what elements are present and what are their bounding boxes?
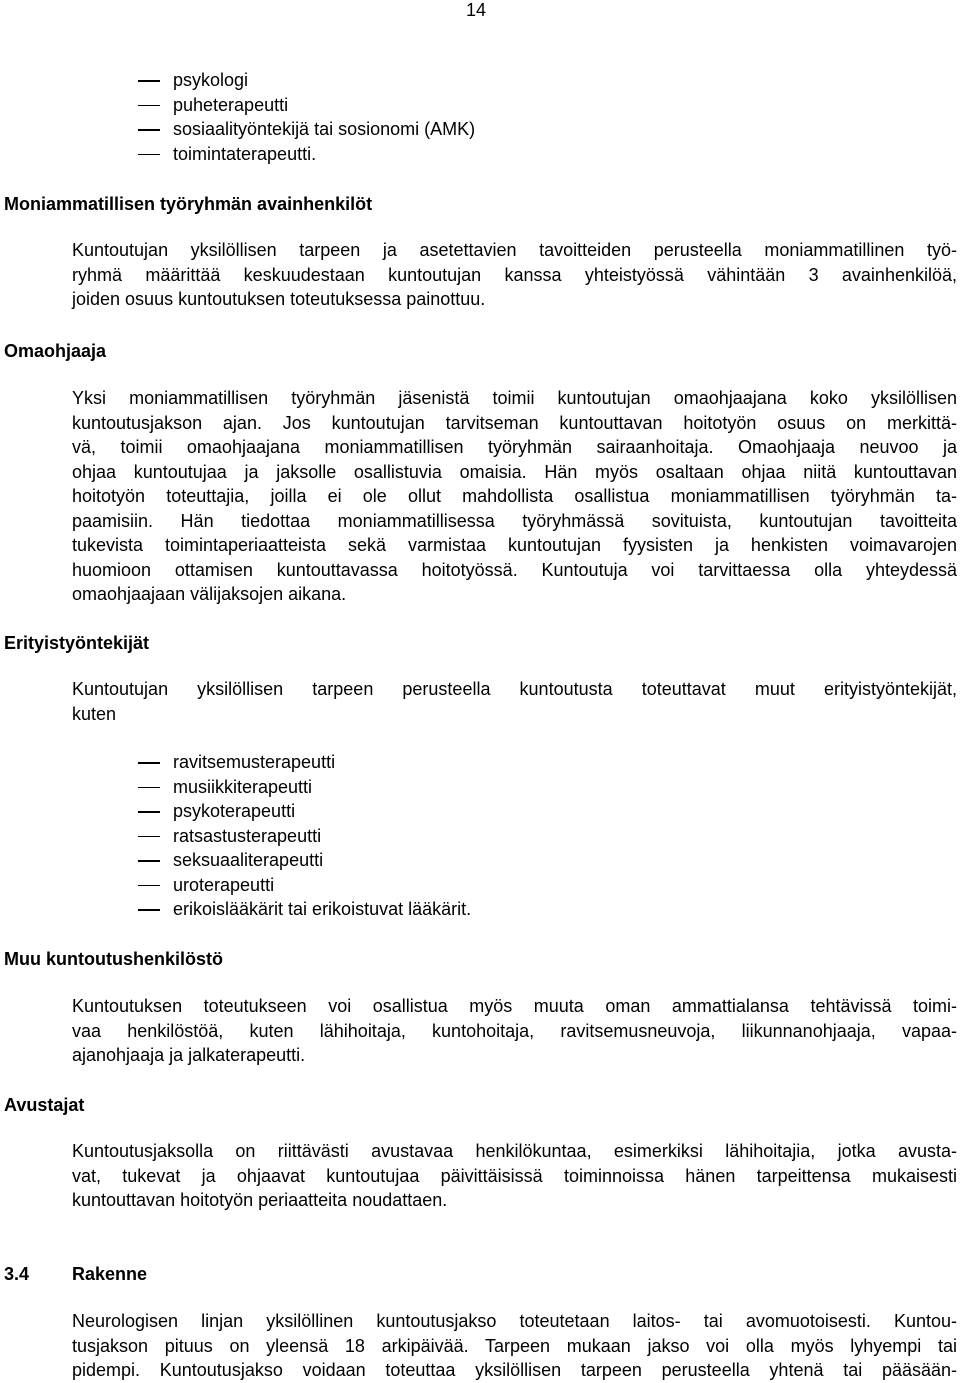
paragraph-omaohjaaja: Yksi moniammatillisen työryhmän jäsenistä toimii kuntoutujan omaohjaajana koko yksilöllisen kuntoutusjakson ajan. Jos kuntoutujan tarvitseman kuntouttavan hoitotyön osuus on merkittä- vä, toimii omaohjaajana moniammatillisen työryhmän sairaanhoitaja. Omaohjaaja neuvoo ja ohjaa kuntoutujaa ja jaksolle osallistuvia omaisia. Hän myös osaltaan ohjaa niitä kuntouttavan hoitotyön toteuttajia, joilla ei ole ollut mahdollista osallistua moniammatillisen työryhmän ta- paamisiin. Hän tiedottaa moniammatillisessa työryhmässä sovituista, kuntoutujan tavoitteita tukevista toimintaperiaatteista sekä varmistaa kuntoutujan fyysisten ja henkisten voimavarojen huomioon ottamisen kuntouttavassa hoitotyössä. Kuntoutuja voi tarvittaessa olla yhteydessä omaohjaajaan välijaksojen aikana. <box>72 388 957 604</box>
list-item: toimintaterapeutti. <box>138 142 475 167</box>
list-item: psykologi <box>138 68 475 93</box>
section-title: Rakenne <box>72 1264 148 1284</box>
paragraph-rakenne: Neurologisen linjan yksilöllinen kuntoutusjakso toteutetaan laitos- tai avomuotoisesti. Kuntou- tusjakson pituus on yleensä 18 arkipäivää. Tarpeen mukaan jakso voi olla myös lyhyempi tai pidempi. Kuntoutusjakso voidaan toteuttaa yksilöllisen tarpeen perusteella yhtenä tai pääsään- <box>72 1311 957 1380</box>
section-number: 3.4 <box>4 1264 30 1284</box>
paragraph-intro: Kuntoutujan yksilöllisen tarpeen ja asetettavien tavoitteiden perusteella moniammatillinen työ- ryhmä määrittää keskuudestaan kuntoutujan kanssa yhteistyössä vähintään 3 avainhenkilöä, joiden osuus kuntoutuksen toteutuksessa painottuu. <box>72 240 957 309</box>
heading-muu-kuntoutushenkilosto: Muu kuntoutushenkilöstö <box>4 949 223 969</box>
list-item: puheterapeutti <box>138 93 475 118</box>
list-item: musiikkiterapeutti <box>138 775 471 800</box>
heading-avainhenkilot: Moniammatillisen työryhmän avainhenkilöt <box>4 194 373 214</box>
list-item: psykoterapeutti <box>138 799 471 824</box>
heading-avustajat: Avustajat <box>4 1095 85 1115</box>
list-item: ratsastusterapeutti <box>138 824 471 849</box>
profession-list <box>138 68 475 166</box>
list-item: uroterapeutti <box>138 873 471 898</box>
list-item: erikoislääkärit tai erikoistuvat lääkärit. <box>138 897 471 922</box>
paragraph-erityistyontekijat: Kuntoutujan yksilöllisen tarpeen perusteella kuntoutusta toteuttavat muut erityistyöntekijät, kuten <box>72 679 957 724</box>
page-number: 14 <box>466 0 487 20</box>
heading-omaohjaaja: Omaohjaaja <box>4 341 107 361</box>
list-item: seksuaaliterapeutti <box>138 848 471 873</box>
list-item: ravitsemusterapeutti <box>138 750 471 775</box>
paragraph-muu-kuntoutushenkilosto: Kuntoutuksen toteutukseen voi osallistua myös muuta oman ammattialansa tehtävissä toimi- vaa henkilöstöä, kuten lähihoitaja, kuntohoitaja, ravitsemusneuvoja, liikunnanohjaaja, vapaa- ajanohjaaja ja jalkaterapeutti. <box>72 996 957 1065</box>
list-item: sosiaalityöntekijä tai sosionomi (AMK) <box>138 117 475 142</box>
paragraph-avustajat: Kuntoutusjaksolla on riittävästi avustavaa henkilökuntaa, esimerkiksi lähihoitajia, jotka avusta- vat, tukevat ja ohjaavat kuntoutujaa päivittäisissä toiminnoissa hänen tarpeittensa mukaisesti kuntouttavan hoitotyön periaatteita noudattaen. <box>72 1141 957 1210</box>
specialist-list <box>138 750 471 922</box>
heading-erityistyontekijat: Erityistyöntekijät <box>4 633 150 653</box>
